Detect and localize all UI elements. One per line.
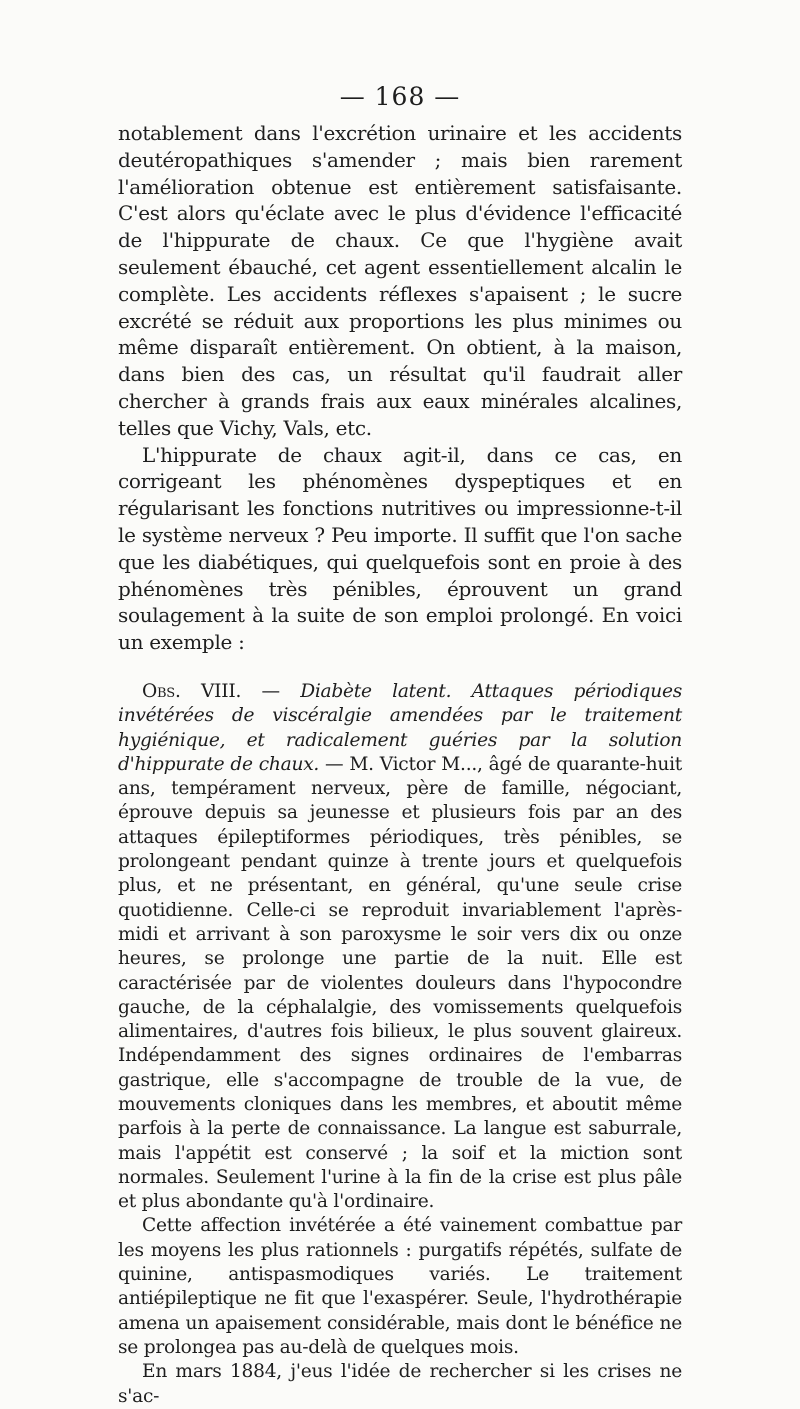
spacer — [118, 656, 682, 680]
paragraph: L'hippurate de chaux agit-il, dans ce cas, en corrigeant les phénomènes dyspeptiques et en régularisant les fonctions nutritives ou impressionne-t-il le système nerveux ? Peu importe. Il suffit que l'on sache que les diabétiques, qui quelquefois sont en proie à des phénomènes très pénibles, éprouvent un grand soulagement à la suite de son emploi prolongé. En voici un exemple : — [118, 442, 682, 655]
observation-title: Diabète latent. Attaques périodiques invétérées de viscéralgie amendées par le traitement hygiénique, et radicalement guéries par la solution d'hippurate de chaux. — [118, 680, 682, 775]
observation-paragraph: Cette affection invétérée a été vainement combattue par les moyens les plus rationnels : purgatifs répétés, sulfate de quinine, antispasmodiques variés. Le traitement antiépileptique ne fit que l'exaspérer. Seule, l'hydrothérapie amena un apaisement considérable, mais dont le bénéfice ne se prolongea pas au-delà de quelques mois. — [118, 1215, 682, 1358]
observation-label: Obs. VIII. — [142, 680, 242, 702]
book-page — [118, 80, 682, 1409]
page-number: — 168 — — [339, 82, 461, 111]
observation-body: — M. Victor M..., âgé de quarante-huit ans, tempérament nerveux, père de famille, négociant, éprouve depuis sa jeunesse et plusieurs fois par an des attaques épileptiformes périodiques, très pénibles, se prolongeant pendant quinze à trente jours et quelquefois plus, et ne présentant, en général, qu'une seule crise quotidienne. Celle-ci se reproduit invariablement l'après-midi et arrivant à son paroxysme le soir vers dix ou onze heures, se prolonge une partie de la nuit. Elle est caractérisée par de violentes douleurs dans l'hypocondre gauche, de la céphalalgie, des vomissements quelquefois alimentaires, d'autres fois bilieux, le plus souvent glaireux. Indépendamment des signes ordinaires de l'embarras gastrique, elle s'accompagne de trouble de la vue, de mouvements cloniques dans les membres, et aboutit même parfois à la perte de connaissance. La langue est saburrale, mais l'appétit est conservé ; la soif et la miction sont normales. Seulement l'urine à la fin de la crise est plus pâle et plus abondante qu'à l'ordinaire. — [118, 753, 682, 1213]
observation-paragraph: En mars 1884, j'eus l'idée de rechercher si les crises ne s'ac- — [118, 1361, 682, 1407]
observation-heading — [118, 680, 682, 1215]
observation-dash: — — [241, 680, 301, 702]
paragraph: notablement dans l'excrétion urinaire et les accidents deutéropathiques s'amender ; mais bien rarement l'amélioration obtenue est entièrement satisfaisante. C'est alors qu'éclate avec le plus d'évidence l'efficacité de l'hippurate de chaux. Ce que l'hygiène avait seulement ébauché, cet agent essentiellement alcalin le complète. Les accidents réflexes s'apaisent ; le sucre excrété se réduit aux proportions les plus minimes ou même disparaît entièrement. On obtient, à la maison, dans bien des cas, un résultat qu'il faudrait aller chercher à grands frais aux eaux minérales alcalines, telles que Vichy, Vals, etc. — [118, 121, 682, 440]
